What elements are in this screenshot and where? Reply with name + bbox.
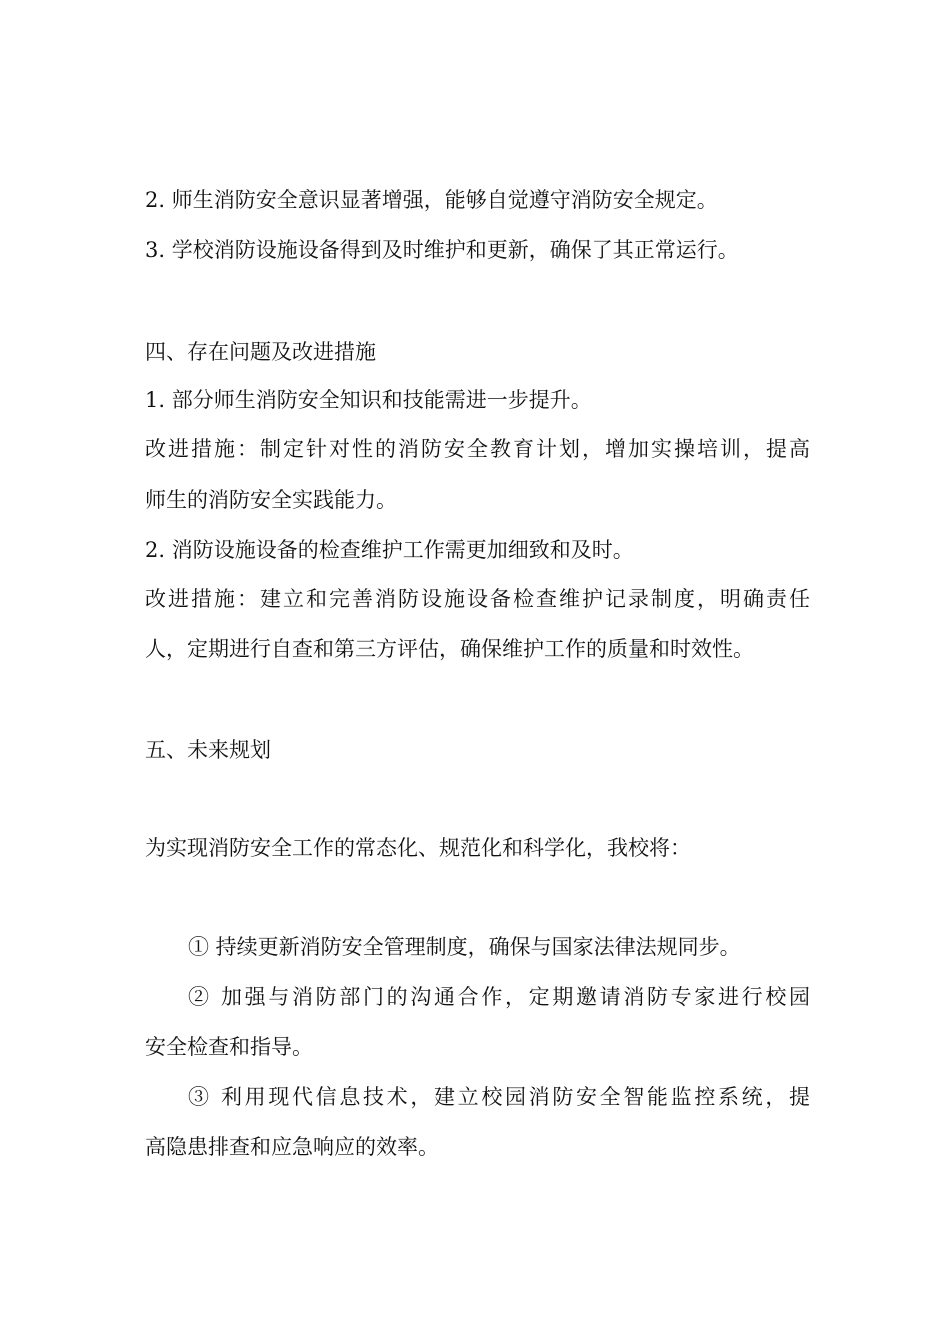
problem-item-1: 1. 部分师生消防安全知识和技能需进一步提升。 bbox=[145, 388, 592, 412]
section-heading-plans: 五、未来规划 bbox=[145, 738, 271, 762]
plan-item-2-line-1: ② 加强与消防部门的沟通合作，定期邀请消防专家进行校园 bbox=[188, 985, 810, 1009]
plan-item-2-line-2: 安全检查和指导。 bbox=[145, 1035, 313, 1059]
result-item-2: 2. 师生消防安全意识显著增强，能够自觉遵守消防安全规定。 bbox=[145, 188, 718, 212]
problem-item-2: 2. 消防设施设备的检查维护工作需更加细致和及时。 bbox=[145, 538, 634, 562]
measure-1-line-1: 改进措施：制定针对性的消防安全教育计划，增加实操培训，提高 bbox=[145, 437, 810, 461]
plan-item-1: ① 持续更新消防安全管理制度，确保与国家法律法规同步。 bbox=[188, 935, 741, 959]
plan-item-3-line-2: 高隐患排查和应急响应的效率。 bbox=[145, 1135, 439, 1159]
measure-2-line-1: 改进措施：建立和完善消防设施设备检查维护记录制度，明确责任 bbox=[145, 587, 810, 611]
section-heading-issues: 四、存在问题及改进措施 bbox=[145, 340, 376, 364]
plan-item-3-line-1: ③ 利用现代信息技术，建立校园消防安全智能监控系统，提 bbox=[188, 1085, 810, 1109]
measure-1-line-2: 师生的消防安全实践能力。 bbox=[145, 488, 397, 512]
plans-intro: 为实现消防安全工作的常态化、规范化和科学化，我校将： bbox=[145, 836, 691, 860]
result-item-3: 3. 学校消防设施设备得到及时维护和更新，确保了其正常运行。 bbox=[145, 238, 739, 262]
measure-2-line-2: 人，定期进行自查和第三方评估，确保维护工作的质量和时效性。 bbox=[145, 637, 754, 661]
